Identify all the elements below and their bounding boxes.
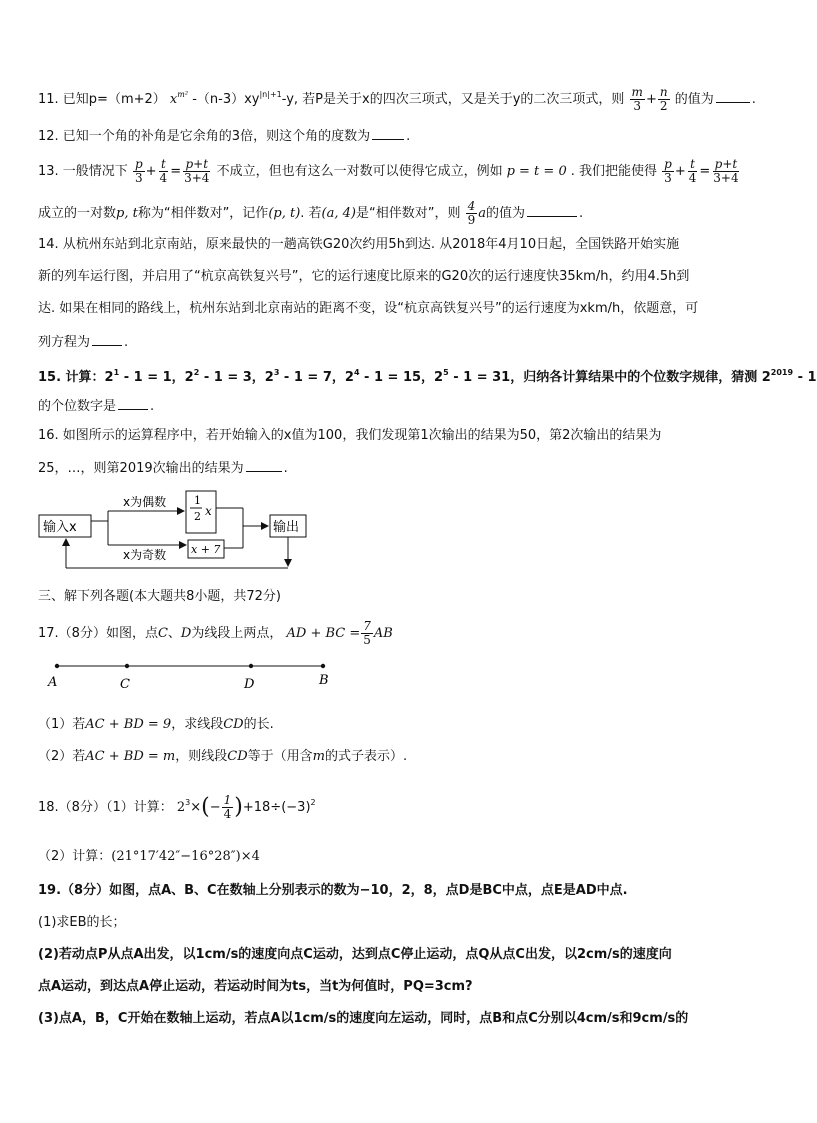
svg-text:2: 2: [194, 510, 201, 523]
input-label: 输入x: [43, 520, 77, 535]
question-13-line-2: 成立的一对数p, t称为“相伴数对”，记作(p, t). 若(a, 4)是“相伴数对”，则 $\frac{4}{9}$ a的值为 .: [38, 199, 584, 227]
even-label: x为偶数: [123, 495, 167, 509]
section-3-heading: 三、解下列各题(本大题共8小题，共72分): [38, 589, 281, 604]
question-17: 17.（8分）如图，点C、D为线段上两点， AD + BC = $\frac{7}{5}$ AB: [38, 619, 393, 647]
svg-text:x + 7: x + 7: [191, 543, 221, 556]
question-18-part-2: （2）计算：(21°17′42″−16°28″)×4: [38, 849, 260, 864]
svg-text:x: x: [205, 504, 212, 518]
question-15-line-2: 的个位数字是 .: [38, 396, 154, 416]
question-19-line-1: 19.（8分）如图，点A、B、C在数轴上分别表示的数为−10，2，8，点D是BC中点，点E是AD中点.: [38, 883, 628, 898]
point-d: [249, 664, 253, 668]
answer-blank[interactable]: [246, 458, 282, 472]
odd-label: x为奇数: [123, 548, 167, 562]
answer-blank[interactable]: [716, 89, 750, 103]
segment-diagram: [40, 652, 340, 692]
question-18-part-1: 18.（8分）（1）计算： $2^3\times(-$ $\frac{1}{4}$ )$+18\div(-3)^2$: [38, 793, 316, 821]
point-a: [55, 664, 59, 668]
question-14-line-3: 达. 如果在相同的路线上，杭州东站到北京南站的距离不变，设“杭京高铁复兴号”的运行速度为xkm/h，依题意，可: [38, 301, 699, 316]
svg-text:1: 1: [194, 494, 201, 507]
question-14-line-2: 新的列车运行图，并启用了“杭京高铁复兴号”，它的运行速度比原来的G20次的运行速度快35km/h，约用4.5h到: [38, 269, 690, 284]
fraction-n-over-2: $\frac{n}{2}$: [659, 85, 668, 113]
question-19-line-5: (3)点A，B，C开始在数轴上运动，若点A以1cm/s的速度向左运动，同时，点B和点C分别以4cm/s和9cm/s的: [38, 1011, 689, 1026]
fraction-m-over-3: $\frac{m}{3}$: [631, 85, 643, 113]
answer-blank[interactable]: [92, 332, 122, 346]
question-19-line-4: 点A运动，到达点A停止运动，若运动时间为ts，当t为何值时，PQ=3cm?: [38, 979, 473, 994]
question-17-part-2: （2）若AC + BD = m，则线段CD等于（用含m的式子表示）.: [38, 749, 408, 764]
label-d: D: [244, 677, 255, 692]
question-12: 12. 已知一个角的补角是它余角的3倍，则这个角的度数为 .: [38, 126, 410, 146]
answer-blank[interactable]: [372, 126, 404, 140]
label-b: B: [319, 673, 329, 688]
label-a: A: [48, 675, 58, 690]
answer-blank[interactable]: [527, 203, 577, 217]
question-19-line-3: (2)若动点P从点A出发，以1cm/s的速度向点C运动，达到点C停止运动，点Q从点C出发，以2cm/s的速度向: [38, 947, 672, 962]
output-label: 输出: [273, 520, 300, 535]
operation-flowchart: [38, 488, 338, 578]
question-16-line-2: 25，…，则第2019次输出的结果为 .: [38, 458, 288, 478]
label-c: C: [120, 677, 130, 692]
point-b: [321, 664, 325, 668]
question-13-line-1: 13. 一般情况下 $\frac{p}{3}$ + $\frac{t}{4}$ = $\frac{p+t}{3+4}$ 不成立，但也有这么一对数可以使得它成立，例如 p = t = 0 . 我们把能使得 $\frac{p}{3}$ + $\frac{t}{4}$ = $\frac{p+t}{3+4}$: [38, 157, 739, 185]
point-c: [125, 664, 129, 668]
question-15-line-1: 15. 计算：$2^1 - 1 = 1$，$2^2 - 1 = 3$，$2^3 - 1 = 7$，$2^4 - 1 = 15$，$2^5 - 1 = 31$，归纳各计算结果中的个位数字规律，猜测 $2^{2019} - 1$: [38, 368, 817, 385]
question-19-line-2: (1)求EB的长；: [38, 915, 126, 930]
question-14-line-4: 列方程为 .: [38, 332, 128, 352]
question-16-line-1: 16. 如图所示的运算程序中，若开始输入的x值为100，我们发现第1次输出的结果为50，第2次输出的结果为: [38, 428, 662, 443]
question-17-part-1: （1）若AC + BD = 9，求线段CD的长.: [38, 717, 274, 732]
question-14-line-1: 14. 从杭州东站到北京南站，原来最快的一趟高铁G20次约用5h到达. 从2018年4月10日起，全国铁路开始实施: [38, 237, 680, 252]
question-11: 11. 已知p=（m+2） $x^{m^2}$ $-(n-3)xy^{|n|+1}-y$, 若P是关于x的四次三项式，又是关于y的二次三项式，则 $\frac{m}{3}$ + $\frac{n}{2}$ 的值为 .: [38, 85, 756, 113]
answer-blank[interactable]: [118, 396, 148, 410]
